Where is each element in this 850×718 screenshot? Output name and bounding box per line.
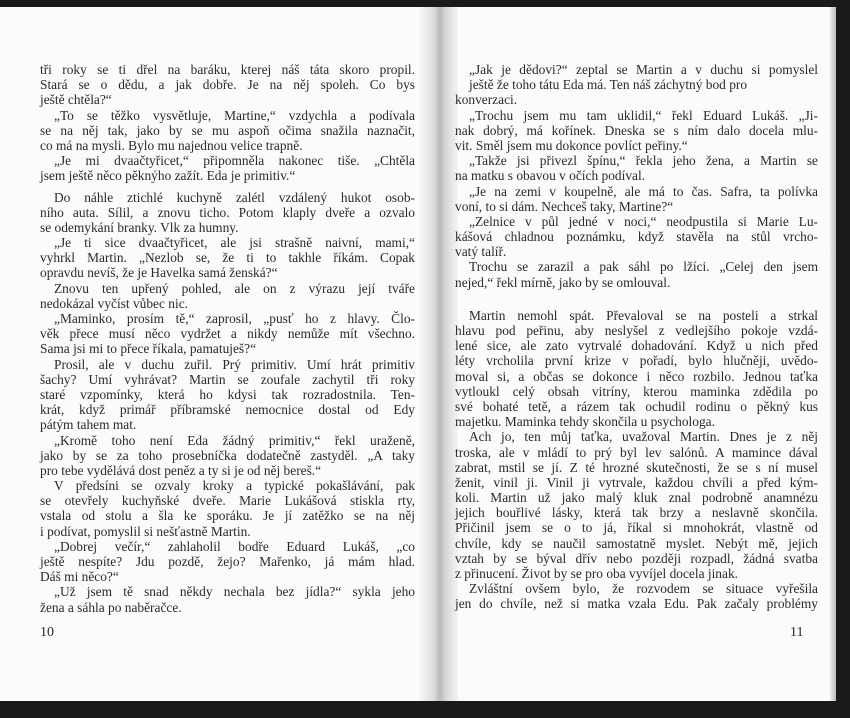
text-line: ženit, vinil ji. Vinil ji vytrvale, každou chvíli a před kým- — [455, 474, 818, 490]
text-line: „Trochu jsem mu tam uklidil,“ řekl Eduard Lukáš. „Ji- — [469, 107, 818, 123]
text-line: pro tebe vydělává dost peněz a ty si je od něj bereš.“ — [40, 462, 322, 478]
text-line: jejich bouřlivé lásky, která tak brzy a neslavně skončila. — [455, 505, 818, 521]
text-line: vytloukl celý obsah vitríny, kterou maminka zdědila po — [455, 383, 818, 399]
text-line: Znovu ten upřený pohled, ale on z výrazu její tváře — [54, 280, 415, 296]
text-line: vit. Směl jsem mu dokonce povlíct peřiny.“ — [455, 137, 688, 153]
text-line: moval si, a občas se dokonce i něco rozbilo. Jednou taťka — [455, 368, 818, 384]
text-line: staré vzpomínky, která ho kdysi tak rozradostnila. Ten- — [40, 386, 415, 402]
book-spine — [418, 7, 458, 701]
text-line: ještě chtěla?“ — [40, 92, 112, 108]
text-line: troska, ale v mládí to prý byl lev salónů. A mamince dával — [455, 444, 818, 460]
text-line: nedokázal vyčíst vůbec nic. — [40, 295, 188, 311]
text-line: jsem ještě něco pěknýho zažít. Eda je primitiv.“ — [40, 168, 296, 184]
text-line: Prosil, ale v duchu zuřil. Prý primitiv. Umí hrát primitiv — [54, 356, 415, 372]
text-line: jako by se za toho prosebníčka dodatečně zastyděl. „A taky — [40, 447, 415, 463]
text-line: „Kromě toho není Eda žádný primitiv,“ řekl uraženě, — [54, 432, 415, 448]
text-line: z přinucení. Život by se pro oba vyvíjel docela jinak. — [455, 566, 738, 581]
text-line: hlavu pod peřinu, aby neslyšel z vedlejšího pokoje vzdá- — [455, 323, 818, 338]
text-line: „Je na zemi v koupelně, ale má to čas. Safra, ta polívka — [469, 183, 818, 199]
text-line: „Je mi dvaačtyřicet,“ připomněla nakonec tiše. „Chtěla — [54, 153, 415, 169]
text-line: Dáš mi něco?“ — [40, 569, 119, 585]
book-spread — [0, 7, 836, 701]
text-line: opravdu nevíš, že je Havelka samá ženská?“ — [40, 265, 278, 281]
text-line: vztah by se býval dřív nebo později rozpadl, žádná svatba — [455, 550, 818, 566]
text-line: V předsíni se ozvaly kroky a typické pokašlávání, pak — [54, 478, 415, 494]
text-line: „Už jsem tě snad někdy nechala bez jídla?“ sykla jeho — [54, 584, 415, 600]
text-line: nejed,“ řekl mírně, jako by se omlouval. — [455, 274, 671, 290]
text-line: ještě že toho tátu Eda má. Ten náš záchytný bod pro — [469, 77, 748, 93]
text-line: koli. Martin už jako malý kluk znal podrobně anamnézu — [455, 490, 818, 506]
text-line: Do náhle ztichlé kuchyně zalétl vzdálený hukot osob- — [54, 189, 415, 205]
text-line: zabrat, mstil se jí. Z té hrozné skutečnosti, že se s ní musel — [455, 459, 818, 475]
text-line: voní, to si dám. Nechceš taky, Martine?“ — [455, 198, 674, 214]
left-page-text — [40, 62, 415, 615]
text-line: pátým tahem mat. — [40, 417, 137, 433]
text-line: žena a sáhla po naběračce. — [40, 599, 182, 615]
text-line: ještě nespíte? Jdu pozdě, žejo? Mařenko, já mám hlad. — [40, 554, 415, 569]
text-line: léty vrcholila první krize v pořadí, bylo hlučněji, uvědo- — [455, 353, 818, 369]
text-line: majetku. Maminka tehdy skončila u psychologa. — [455, 414, 715, 430]
text-line: tři roky se ti dřel na baráku, kterej náš táta skoro propil. — [40, 62, 415, 77]
text-line: krát, když primář příbramské nemocnice dostal od Edy — [40, 402, 415, 418]
text-line: ního auta. Sílil, a znovu ticho. Potom klaply dveře a ozvalo — [40, 204, 415, 220]
right-page-text — [455, 62, 818, 612]
text-line: chvíle, kdy se naučil samostatně myslet. Nebýt mě, jejich — [455, 535, 818, 551]
text-line: Zvláštní ovšem bylo, že rozvodem se situace vyřešila — [469, 581, 818, 597]
text-line: Stará se o dědu, a jak dobře. Je na něj spoleh. Co bys — [40, 77, 415, 93]
text-line: co má na mysli. Bylo mu najednou velice trapně. — [40, 137, 303, 153]
text-line: „Zelnice v půl jedné v noci,“ neodpustila si Marie Lu- — [469, 213, 818, 229]
page-edge — [830, 7, 836, 701]
text-line: „Maminko, prosím tě,“ zaprosil, „pusť ho z hlavy. Člo- — [54, 311, 415, 326]
text-line: Ach jo, ten můj taťka, uvažoval Martin. Dnes je z něj — [469, 429, 818, 445]
text-line: „Takže jsi přivezl špínu,“ řekla jeho žena, a Martin se — [469, 153, 818, 169]
text-line: „Je ti sice dvaačtyřicet, ale jsi strašně naivní, mami,“ — [54, 235, 415, 251]
text-line: kášová chladnou poznámku, když stavěla na stůl vrcho- — [455, 229, 818, 245]
text-line: Přičinil jsem se o to já, říkal si mnohokrát, vlastně od — [455, 520, 818, 536]
text-line: lené sice, ale zato vytrvalé dohadování. Když u nich před — [455, 338, 818, 354]
text-line: „Jak je dědovi?“ zeptal se Martin a v duchu si pomyslel — [469, 62, 818, 77]
text-line: šachy? Umí vyhrávat? Martin se zoufale zachytil tři roky — [40, 371, 415, 387]
text-line: Martin nemohl spát. Převaloval se na posteli a strkal — [469, 307, 818, 323]
text-line: vstala od stolu a šla ke sporáku. Je jí zatěžko se na něj — [40, 508, 415, 524]
text-line: věk přece musí něco vydržet a nikdy nemůže mít všechno. — [40, 326, 415, 342]
text-line: vyhrkl Martin. „Nezlob se, že ti to takhle říkám. Copak — [40, 250, 415, 266]
text-line: se odemykání branky. Vlk za humny. — [40, 219, 239, 235]
left-page-number: 10 — [40, 625, 54, 640]
text-line: nak dobrý, má kořínek. Dneska se s ním dalo docela mlu- — [455, 122, 818, 138]
text-line: vatý talíř. — [455, 244, 507, 260]
text-line: jen do chvíle, než si matka vzala Edu. Pak začaly problémy — [455, 596, 818, 612]
right-page-number: 11 — [790, 625, 804, 640]
text-line: Sama jsi mi to přece říkala, pamatuješ?“ — [40, 341, 257, 357]
text-line: „Dobrej večír,“ zahlaholil bodře Eduard Lukáš, „co — [54, 538, 415, 554]
text-line: „To se těžko vysvětluje, Martine,“ vzdychla a podívala — [54, 107, 415, 123]
text-line: se otevřely kuchyňské dveře. Marie Lukášová stiskla rty, — [40, 493, 415, 509]
text-line: se na něj tak, jako by se mu aspoň očima snažila naznačit, — [40, 122, 415, 138]
text-line: Trochu se zarazil a pak sáhl po lžíci. „Celej den jsem — [469, 259, 818, 275]
text-line: i podívat, pomyslil si nešťastně Martin. — [40, 523, 251, 539]
text-line: konverzaci. — [455, 92, 518, 108]
text-line: na matku s obavou v očích podíval. — [455, 168, 646, 184]
text-line: své bohaté tetě, a rázem tak ochudil rodinu o pěkný kus — [455, 398, 818, 414]
